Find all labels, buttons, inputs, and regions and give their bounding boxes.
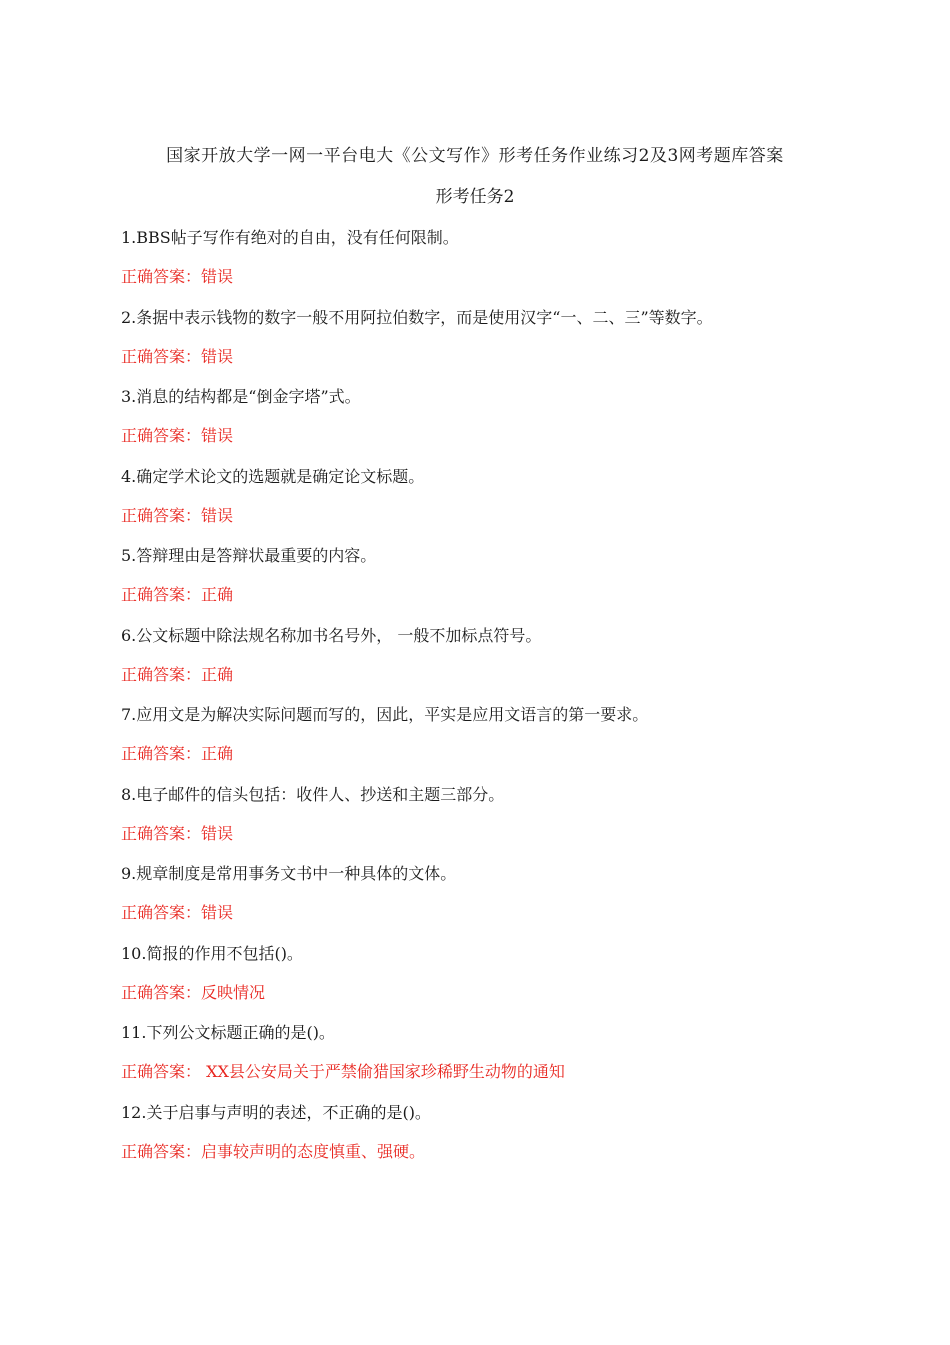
question-item [121,226,881,306]
answer-value: 错误 [201,267,234,286]
question-text: 11.下列公文标题正确的是()。 [121,1023,335,1042]
answer-line [121,742,881,766]
question-text: 4.确定学术论文的选题就是确定论文标题。 [121,466,425,486]
answer-line [121,981,881,1005]
answer-value: 错误 [201,346,234,366]
answer-line [121,901,881,925]
question-item [121,306,881,386]
answer-line [121,424,881,448]
answer-label: 正确答案： [121,1062,202,1081]
answer-line [121,1140,881,1164]
question-text: 6.公文标题中除法规名称加书名号外， 一般不加标点符号。 [121,625,542,645]
question-item [121,385,881,465]
question-list [121,226,881,1180]
answer-label: 正确答案： [121,1141,202,1161]
answer-label: 正确答案： [121,585,202,604]
answer-value: 正确 [201,744,234,763]
answer-value: 错误 [201,903,234,922]
question-text: 1.BBS帖子写作有绝对的自由，没有任何限制。 [121,228,459,247]
answer-label: 正确答案： [121,982,202,1002]
section-title: 形考任务2 [435,187,515,207]
answer-label: 正确答案： [121,823,202,843]
answer-label: 正确答案： [121,744,202,763]
question-text: 2.条据中表示钱物的数字一般不用阿拉伯数字，而是使用汉字“一、二、三”等数字。 [121,307,713,327]
question-item [121,783,881,863]
question-item [121,1101,881,1181]
answer-value: 错误 [201,505,234,525]
answer-label: 正确答案： [121,664,202,684]
answer-label: 正确答案： [121,426,202,445]
question-item [121,862,881,942]
question-item [121,544,881,624]
answer-line [121,583,881,607]
question-item [121,703,881,783]
question-text: 7.应用文是为解决实际问题而写的，因此，平实是应用文语言的第一要求。 [121,705,649,724]
answer-value: 错误 [201,426,234,445]
answer-line [121,822,881,846]
answer-line [121,345,881,369]
question-text: 5.答辩理由是答辩状最重要的内容。 [121,546,377,565]
answer-value: 正确 [201,585,234,604]
answer-line [121,663,881,687]
answer-label: 正确答案： [121,505,202,525]
answer-value: 反映情况 [201,982,266,1002]
answer-line [121,504,881,528]
answer-label: 正确答案： [121,903,202,922]
answer-line [121,265,881,289]
answer-value: 错误 [201,823,234,843]
answer-label: 正确答案： [121,267,202,286]
question-item [121,624,881,704]
question-item [121,1021,881,1101]
question-text: 9.规章制度是常用事务文书中一种具体的文体。 [121,864,457,883]
question-text: 10.简报的作用不包括()。 [121,943,303,963]
question-item [121,465,881,545]
answer-value: 正确 [201,664,234,684]
question-text: 3.消息的结构都是“倒金字塔”式。 [121,387,361,406]
answer-line [121,1060,881,1084]
question-item [121,942,881,1022]
answer-value: XX县公安局关于严禁偷猎国家珍稀野生动物的通知 [201,1062,565,1081]
document-title: 国家开放大学一网一平台电大《公文写作》形考任务作业练习2及3网考题库答案 [166,146,784,166]
answer-label: 正确答案： [121,346,202,366]
question-text: 8.电子邮件的信头包括：收件人、抄送和主题三部分。 [121,784,505,804]
question-text: 12.关于启事与声明的表述，不正确的是()。 [121,1102,431,1122]
answer-value: 启事较声明的态度慎重、强硬。 [201,1141,426,1161]
